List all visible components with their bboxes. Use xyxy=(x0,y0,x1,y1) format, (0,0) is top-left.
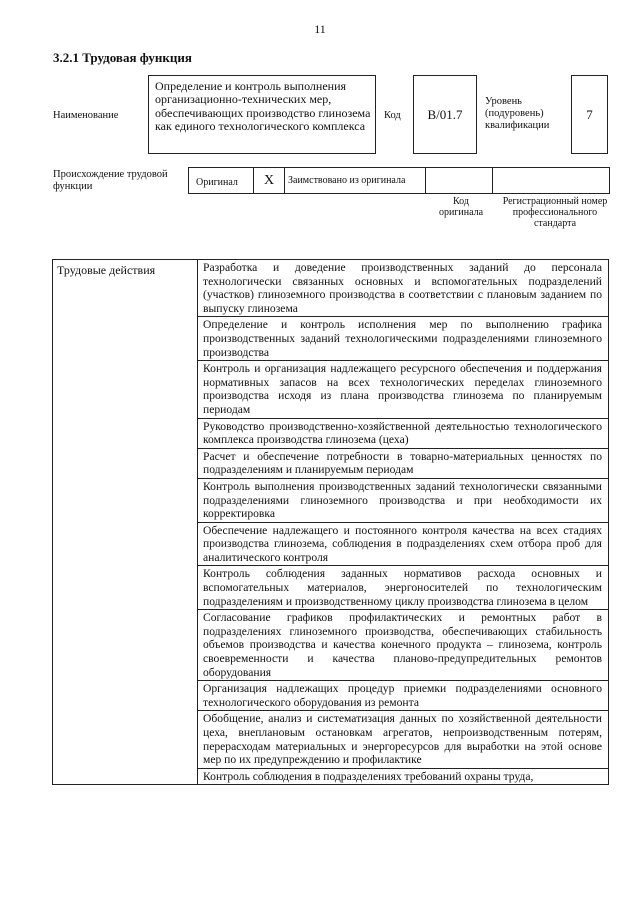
origin-label: Происхождение трудовой функции xyxy=(53,169,168,192)
code-label: Код xyxy=(384,110,401,121)
labor-action-item: Согласование графиков профилактических и ремонтных работ в подразделениях глиноземного производства, обеспечивающих стабильность объемов производства и качества конечного продукта – глинозема, контроль своевременности и качества планово-предупредительных ремонтов оборудования xyxy=(198,610,609,681)
labor-action-item: Контроль и организация надлежащего ресурсного обеспечения и поддержания нормативных запасов на всех технологических переделах глиноземного производства исходя из плана производства глинозема по планируемым периодам xyxy=(198,361,609,418)
labor-action-item: Обеспечение надлежащего и постоянного контроля качества на всех стадиях производства глинозема, соблюдения в подразделениях схем отбора проб для аналитического контроля xyxy=(198,522,609,566)
level-value: 7 xyxy=(586,106,593,122)
original-cell xyxy=(189,168,254,194)
level-box xyxy=(571,75,608,154)
labor-action-item: Руководство производственно-хозяйственной деятельностью технологического комплекса производства глинозема (цеха) xyxy=(198,418,609,448)
table-row xyxy=(53,260,609,317)
code-box xyxy=(413,75,477,154)
reg-number-cell xyxy=(493,168,610,194)
labor-action-item: Контроль соблюдения в подразделениях требований охраны труда, xyxy=(198,768,609,785)
name-label: Наименование xyxy=(53,110,119,121)
labor-actions-table xyxy=(52,259,609,785)
page-number: 11 xyxy=(314,22,326,36)
original-label: Оригинал xyxy=(196,176,238,188)
labor-action-item: Контроль соблюдения заданных нормативов расхода основных и вспомогательных материалов, энергоносителей по технологическим подразделениям и производственному циклу производства глинозема в целом xyxy=(198,566,609,610)
origin-table xyxy=(188,167,610,194)
function-name-value: Определение и контроль выполнения организационно-технических мер, обеспечивающих производство глинозема как единого технологического комплекса xyxy=(155,79,371,134)
labor-action-item: Разработка и доведение производственных заданий до персонала технологически связанных основных и вспомогательных подразделений (участков) глиноземного производства в соответствии с плановым заданием по выпуску глинозема xyxy=(198,260,609,317)
code-caption: Код оригинала xyxy=(438,196,484,218)
borrowed-cell xyxy=(285,168,426,194)
labor-action-item: Обобщение, анализ и систематизация данных по хозяйственной деятельности цеха, внеплановым остановкам агрегатов, непроизводственным потерям, перерасходам материальных и энергоресурсов для выработки на этой основе мер по их предупреждению и профилактике xyxy=(198,711,609,768)
section-title: 3.2.1 Трудовая функция xyxy=(53,50,192,65)
labor-action-item: Организация надлежащих процедур приемки подразделениями основного технологического оборудования из ремонта xyxy=(198,681,609,711)
original-mark-cell xyxy=(254,168,285,194)
labor-action-item: Определение и контроль исполнения мер по выполнению графика производственных заданий технологическими подразделениями глиноземного производства xyxy=(198,317,609,361)
labor-action-item: Расчет и обеспечение потребности в товарно-материальных ценностях по подразделениям и планируемым периодам xyxy=(198,448,609,478)
labor-action-item: Контроль выполнения производственных заданий технологически связанными подразделениями глиноземного производства и при необходимости их корректировка xyxy=(198,478,609,522)
level-label: Уровень (подуровень) квалификации xyxy=(485,96,550,131)
borrowed-label: Заимствовано из оригинала xyxy=(288,175,406,186)
original-mark: X xyxy=(263,172,275,188)
code-value: B/01.7 xyxy=(427,106,463,122)
function-name-box xyxy=(148,75,376,154)
origin-code-cell xyxy=(426,168,493,194)
labor-actions-label: Трудовые действия xyxy=(53,260,198,785)
reg-caption: Регистрационный номер профессионального стандарта xyxy=(502,196,608,229)
